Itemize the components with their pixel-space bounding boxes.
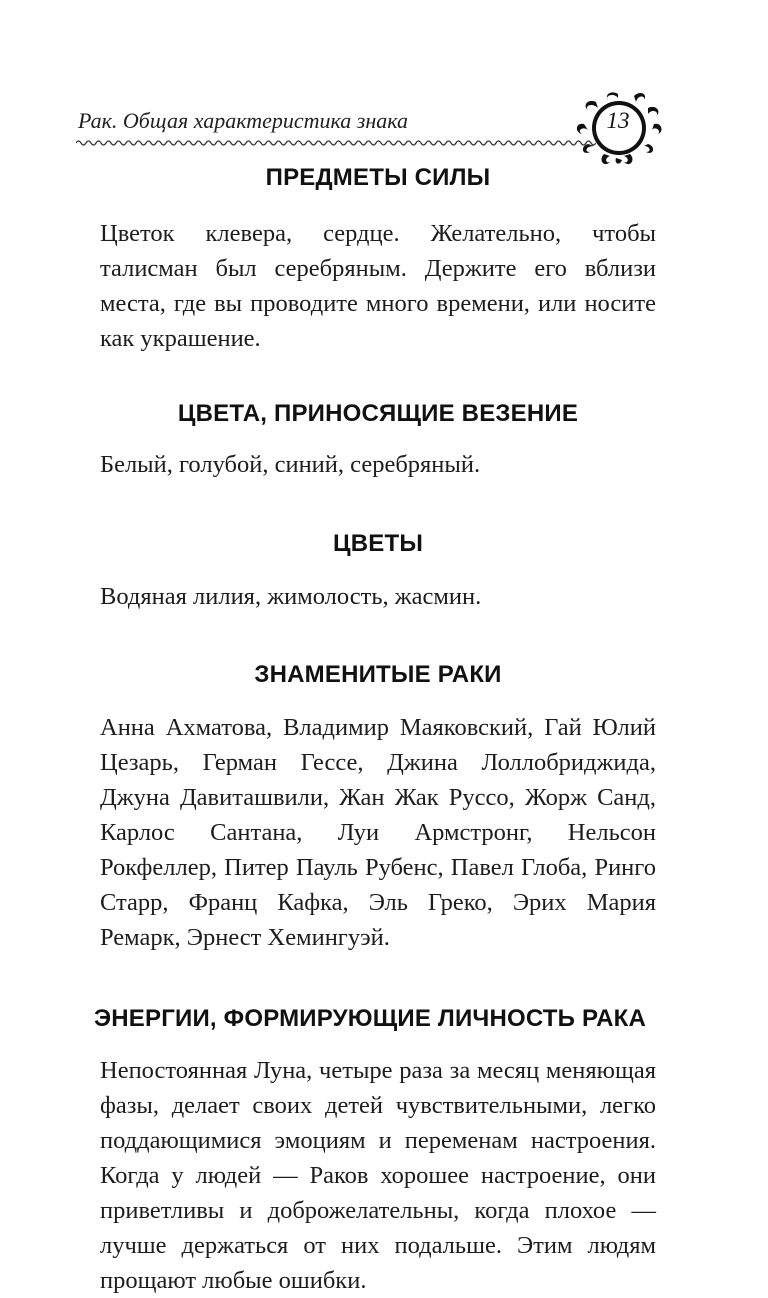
section-heading-flowers: ЦВЕТЫ bbox=[332, 530, 424, 557]
page-number: 13 bbox=[606, 108, 630, 133]
section-heading-power-objects: ПРЕДМЕТЫ СИЛЫ bbox=[265, 164, 491, 191]
page-content bbox=[94, 156, 656, 1298]
section-text-power-objects: Цветок клевера, сердце. Желательно, чтобы талисман был серебряным. Держите его вблизи места, где вы проводите много времени, или носите как украшение. bbox=[100, 220, 656, 352]
section-heading-lucky-colors: ЦВЕТА, ПРИНОСЯЩИЕ ВЕЗЕНИЕ bbox=[177, 400, 579, 427]
running-title: Рак. Общая характеристика знака bbox=[78, 108, 408, 133]
section-text-energies: Непостоянная Луна, четыре раза за месяц меняющая фазы, делает своих детей чувствительными, легко поддающимися эмоциям и переменам настроения. Когда у людей — Раков хорошее настроение, они приветливы и доброжелательны, когда плохое — лучше держаться от них подальше. Этим людям прощают любые ошибки. bbox=[100, 1057, 656, 1294]
section-text-flowers: Водяная лилия, жимолость, жасмин. bbox=[100, 583, 482, 610]
section-heading-energies: ЭНЕРГИИ, ФОРМИРУЮЩИЕ ЛИЧНОСТЬ РАКА bbox=[94, 1005, 646, 1032]
wavy-rule bbox=[76, 138, 596, 148]
section-text-famous-cancers: Анна Ахматова, Владимир Маяковский, Гай Юлий Цезарь, Герман Гессе, Джина Лоллобриджида, Джуна Давиташвили, Жан Жак Руссо, Жорж Санд, Карлос Сантана, Луи Армстронг, Нельсон Рокфеллер, Питер Пауль Рубенс, Павел Глоба, Ринго Старр, Франц Кафка, Эль Греко, Эрих Мария Ремарк, Эрнест Хемингуэй. bbox=[100, 714, 656, 951]
section-heading-famous-cancers: ЗНАМЕНИТЫЕ РАКИ bbox=[254, 661, 502, 688]
section-text-lucky-colors: Белый, голубой, синий, серебряный. bbox=[100, 451, 481, 478]
